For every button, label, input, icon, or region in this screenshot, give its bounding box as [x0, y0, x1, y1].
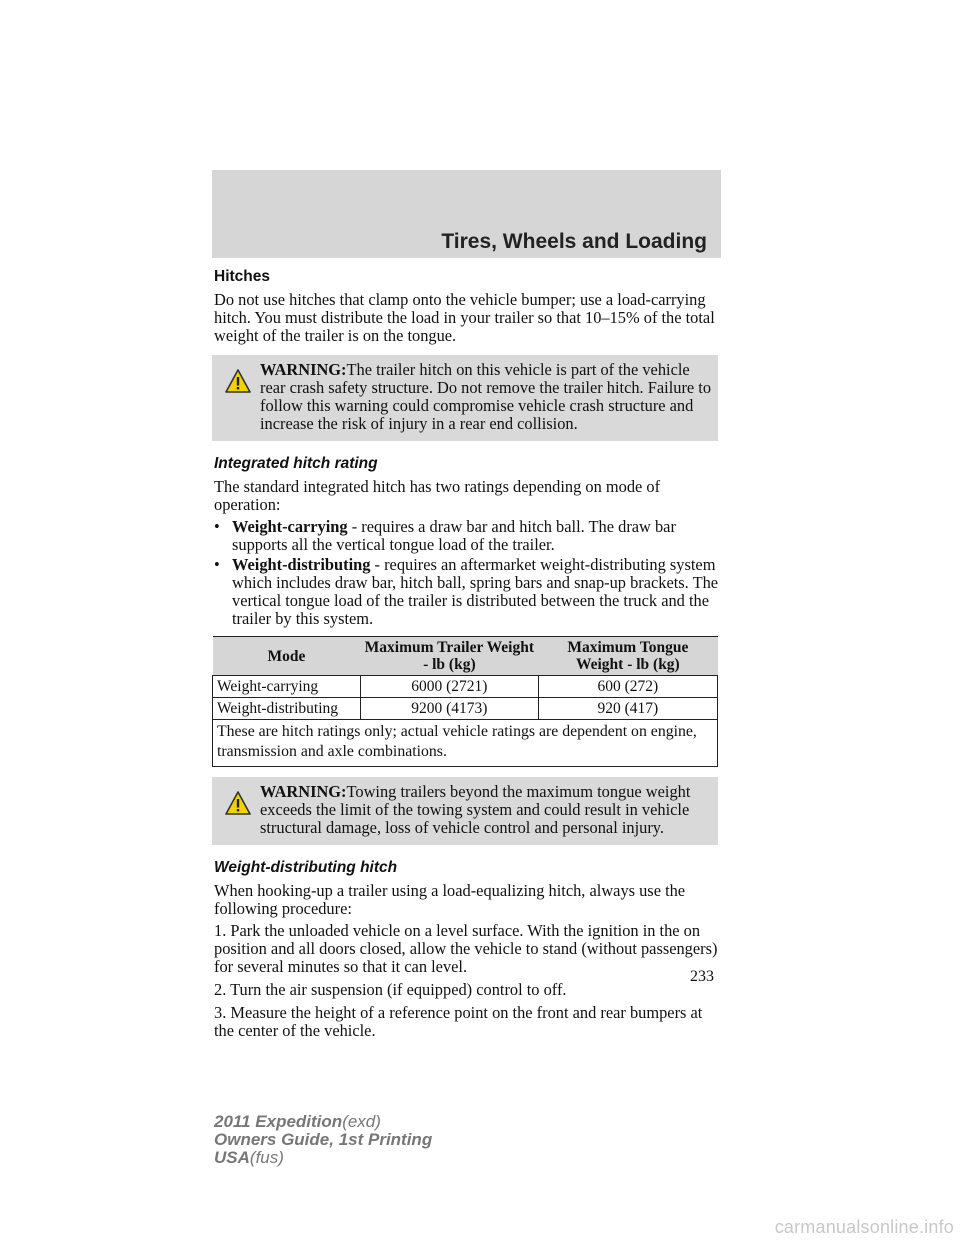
hitches-heading: Hitches	[214, 268, 270, 285]
warning-triangle-icon	[225, 369, 251, 393]
footer-market: USA	[214, 1148, 250, 1167]
table-cell: 9200 (4173)	[361, 698, 539, 720]
table-row	[213, 676, 718, 698]
warning-body: Towing trailers beyond the maximum tongue weight exceeds the limit of the towing system and could result in vehicle structural damage, loss of vehicle control and personal injury.	[260, 782, 691, 837]
watermark: carmanualsonline.info	[774, 1217, 954, 1237]
procedure-steps	[214, 922, 720, 1040]
procedure-step: 2. Turn the air suspension (if equipped) control to off.	[214, 980, 567, 999]
column-header: Mode	[213, 637, 361, 676]
section-header-band	[212, 170, 721, 258]
warning-box-tongue	[212, 777, 718, 845]
procedure-step: 3. Measure the height of a reference point on the front and rear bumpers at the center of the vehicle.	[214, 1003, 703, 1040]
list-term: Weight-distributing	[232, 555, 371, 574]
wd-hitch-intro: When hooking-up a trailer using a load-equalizing hitch, always use the following procedure:	[214, 881, 686, 918]
footer-model-code: (exd)	[342, 1112, 381, 1131]
wd-hitch-heading: Weight-distributing hitch	[214, 859, 398, 876]
warning-triangle-icon	[225, 791, 251, 815]
table-cell: Weight-carrying	[213, 676, 361, 698]
warning-text-hitch	[218, 361, 712, 433]
warning-box-hitch	[212, 355, 718, 441]
table-header-row	[213, 637, 718, 676]
list-item	[214, 518, 720, 554]
page-content	[214, 268, 720, 1045]
integrated-intro: The standard integrated hitch has two ratings depending on mode of operation:	[214, 477, 661, 514]
document-footer	[214, 1113, 432, 1167]
table-cell: 600 (272)	[538, 676, 717, 698]
warning-label: WARNING:	[260, 360, 347, 379]
section-title: Tires, Wheels and Loading	[441, 230, 707, 253]
mode-list	[214, 518, 720, 628]
footer-line-2: Owners Guide, 1st Printing	[214, 1130, 433, 1149]
table-note: These are hitch ratings only; actual vehicle ratings are dependent on engine, transmission and axle combinations.	[213, 720, 718, 767]
integrated-hitch-heading: Integrated hitch rating	[214, 455, 378, 472]
warning-label: WARNING:	[260, 782, 347, 801]
warning-body: The trailer hitch on this vehicle is part of the vehicle rear crash safety structure. Do not remove the trailer hitch. Failure to follow this warning could compromise vehicle crash structure and increase the risk of injury in a rear end collision.	[260, 360, 712, 433]
footer-line-3	[214, 1149, 432, 1167]
table-row	[213, 698, 718, 720]
footer-market-code: (fus)	[249, 1148, 284, 1167]
table-cell: 920 (417)	[538, 698, 717, 720]
list-text: - requires an aftermarket weight-distributing system which includes draw bar, hitch ball, spring bars and snap-up brackets. The vertical tongue load of the trailer is distributed between the truck and the trailer by this system.	[232, 555, 719, 628]
column-header: Maximum Trailer Weight - lb (kg)	[361, 637, 539, 676]
bullet-icon: •	[214, 555, 220, 574]
table-cell: 6000 (2721)	[361, 676, 539, 698]
list-item	[214, 556, 720, 628]
table-cell: Weight-distributing	[213, 698, 361, 720]
hitches-body: Do not use hitches that clamp onto the vehicle bumper; use a load-carrying hitch. You must distribute the load in your trailer so that 10–15% of the total weight of the trailer is on the tongue.	[214, 290, 715, 345]
bullet-icon: •	[214, 517, 220, 536]
footer-line-1	[214, 1113, 432, 1131]
hitch-rating-table	[212, 636, 718, 767]
footer-model: 2011 Expedition	[214, 1112, 343, 1131]
list-text: - requires a draw bar and hitch ball. The draw bar supports all the vertical tongue load of the trailer.	[232, 517, 676, 554]
list-term: Weight-carrying	[232, 517, 348, 536]
page-number: 233	[690, 968, 714, 985]
column-header: Maximum Tongue Weight - lb (kg)	[538, 637, 717, 676]
table-note-row	[213, 720, 718, 767]
procedure-step: 1. Park the unloaded vehicle on a level surface. With the ignition in the on position and all doors closed, allow the vehicle to stand (without passengers) for several minutes so that it can level.	[214, 921, 718, 976]
warning-text-tongue	[218, 783, 712, 837]
